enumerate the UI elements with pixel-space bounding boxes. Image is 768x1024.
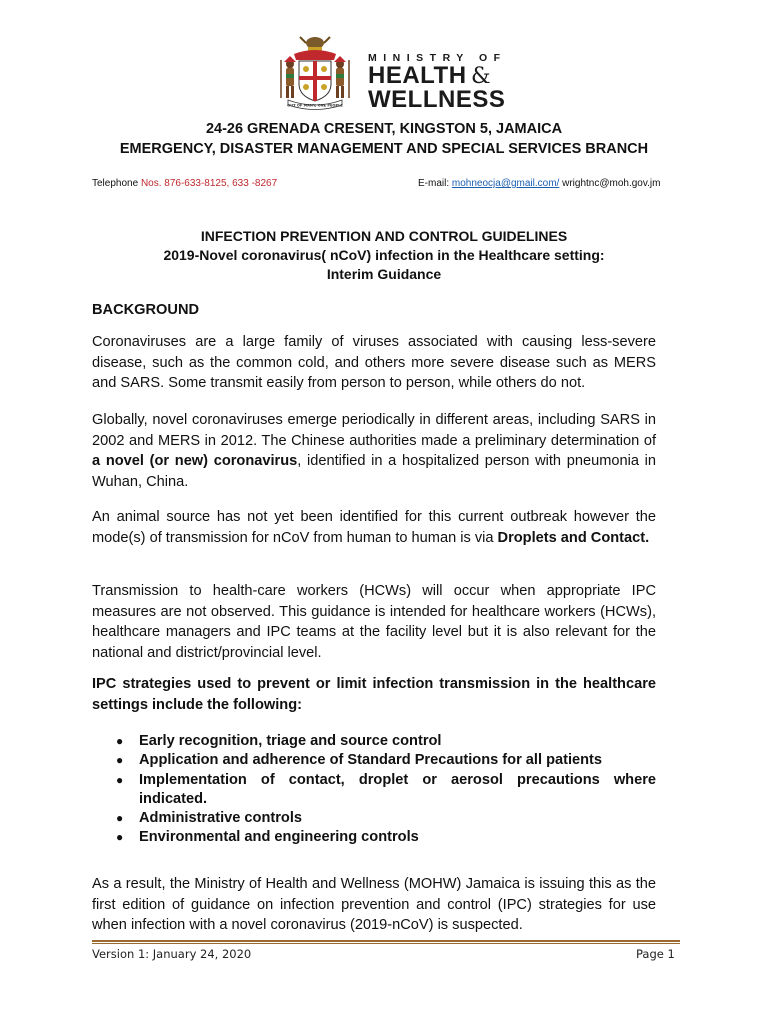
bullet-icon: ●: [116, 753, 124, 768]
email-secondary: wrightnc@moh.gov.jm: [562, 178, 661, 189]
telephone-label: Telephone: [92, 178, 139, 189]
header-branch: EMERGENCY, DISASTER MANAGEMENT AND SPECIAL SERVICES BRANCH: [119, 141, 649, 157]
brand-ampersand: &: [471, 64, 491, 89]
list-item-text: Environmental and engineering controls: [139, 829, 419, 846]
list-item-text: Application and adherence of Standard Precautions for all patients: [139, 752, 603, 769]
footer-page-number: Page 1: [636, 947, 675, 961]
paragraph-2-bold: a novel (or new) coronavirus: [92, 453, 298, 469]
footer-version: Version 1: January 24, 2020: [92, 947, 252, 961]
bullet-icon: ●: [116, 734, 124, 748]
coat-of-arms-logo: [270, 34, 360, 110]
doc-title-line3: Interim Guidance: [326, 266, 442, 282]
brand-health: HEALTH: [368, 62, 467, 89]
doc-title-line1: INFECTION PREVENTION AND CONTROL GUIDELINES: [200, 228, 568, 244]
bullet-icon: ●: [116, 772, 124, 787]
list-item-text: Administrative controls: [139, 810, 302, 827]
paragraph-6: As a result, the Ministry of Health and Wellness (MOHW) Jamaica is issuing this as the first edition of guidance on infection prevention and control (IPC) strategies for use when infection with a novel coronavirus (2019-nCoV) is suspected.: [92, 876, 656, 933]
telephone-numbers: Nos. 876-633-8125, 633 -8267: [140, 178, 278, 189]
section-heading-background: BACKGROUND: [92, 302, 200, 318]
footer-rule: [92, 940, 680, 942]
header-address: 24-26 GRENADA CRESENT, KINGSTON 5, JAMAICA: [205, 121, 563, 137]
list-item: [92, 751, 656, 770]
ministry-wordmark: [368, 53, 507, 111]
brand-ministry-of: MINISTRY OF: [368, 52, 507, 64]
list-item-text: Early recognition, triage and source control: [139, 733, 442, 749]
paragraph-4: Transmission to health-care workers (HCWs) will occur when appropriate IPC measures are not observed. This guidance is intended for healthcare workers (HCWs), healthcare managers and IPC teams at the facility level but it is also relevant for the national and district/provincial level.: [92, 583, 656, 661]
list-item: [92, 809, 656, 828]
bullet-icon: ●: [116, 830, 124, 845]
svg-text:OUT OF MANY, ONE PEOPLE: OUT OF MANY, ONE PEOPLE: [287, 103, 343, 108]
paragraph-2-text-b: , identified in a hospitalized person with pneumonia in Wuhan, China.: [92, 453, 657, 490]
paragraph-2-text-a: Globally, novel coronaviruses emerge periodically in different areas, including SARS in 2002 and MERS in 2012. The Chinese authorities made a preliminary determination of: [92, 412, 656, 449]
paragraph-2: [92, 410, 656, 492]
footer-rule-thin: [92, 943, 680, 944]
paragraph-5-strategies: IPC strategies used to prevent or limit infection transmission in the healthcare settings include the following:: [92, 676, 656, 713]
list-item: [92, 732, 656, 751]
email-link[interactable]: mohneocja@gmail.com/: [451, 178, 560, 189]
paragraph-3-text: An animal source has not yet been identified for this current outbreak however the mode(s) of transmission for nCoV from human to human is via: [92, 509, 656, 546]
strategy-list: [92, 732, 656, 848]
list-item: [92, 771, 656, 810]
email-label: E-mail:: [418, 178, 450, 189]
telephone-line: [92, 178, 277, 189]
paragraph-3-bold: Droplets and Contact.: [497, 529, 650, 546]
bullet-icon: ●: [116, 811, 124, 826]
paragraph-3: [92, 507, 656, 548]
paragraph-1: Coronaviruses are a large family of viruses associated with causing less-severe disease, such as the common cold, and others more severe disease such as MERS and SARS. Some transmit easily from person to person, while others do not.: [92, 334, 656, 391]
brand-wellness: WELLNESS: [368, 86, 506, 113]
doc-title-line2: 2019-Novel coronavirus( nCoV) infection in the Healthcare setting:: [163, 247, 605, 263]
email-line: [418, 178, 660, 189]
list-item: [92, 828, 656, 847]
list-item-text: Implementation of contact, droplet or aerosol precautions where indicated.: [139, 771, 656, 807]
